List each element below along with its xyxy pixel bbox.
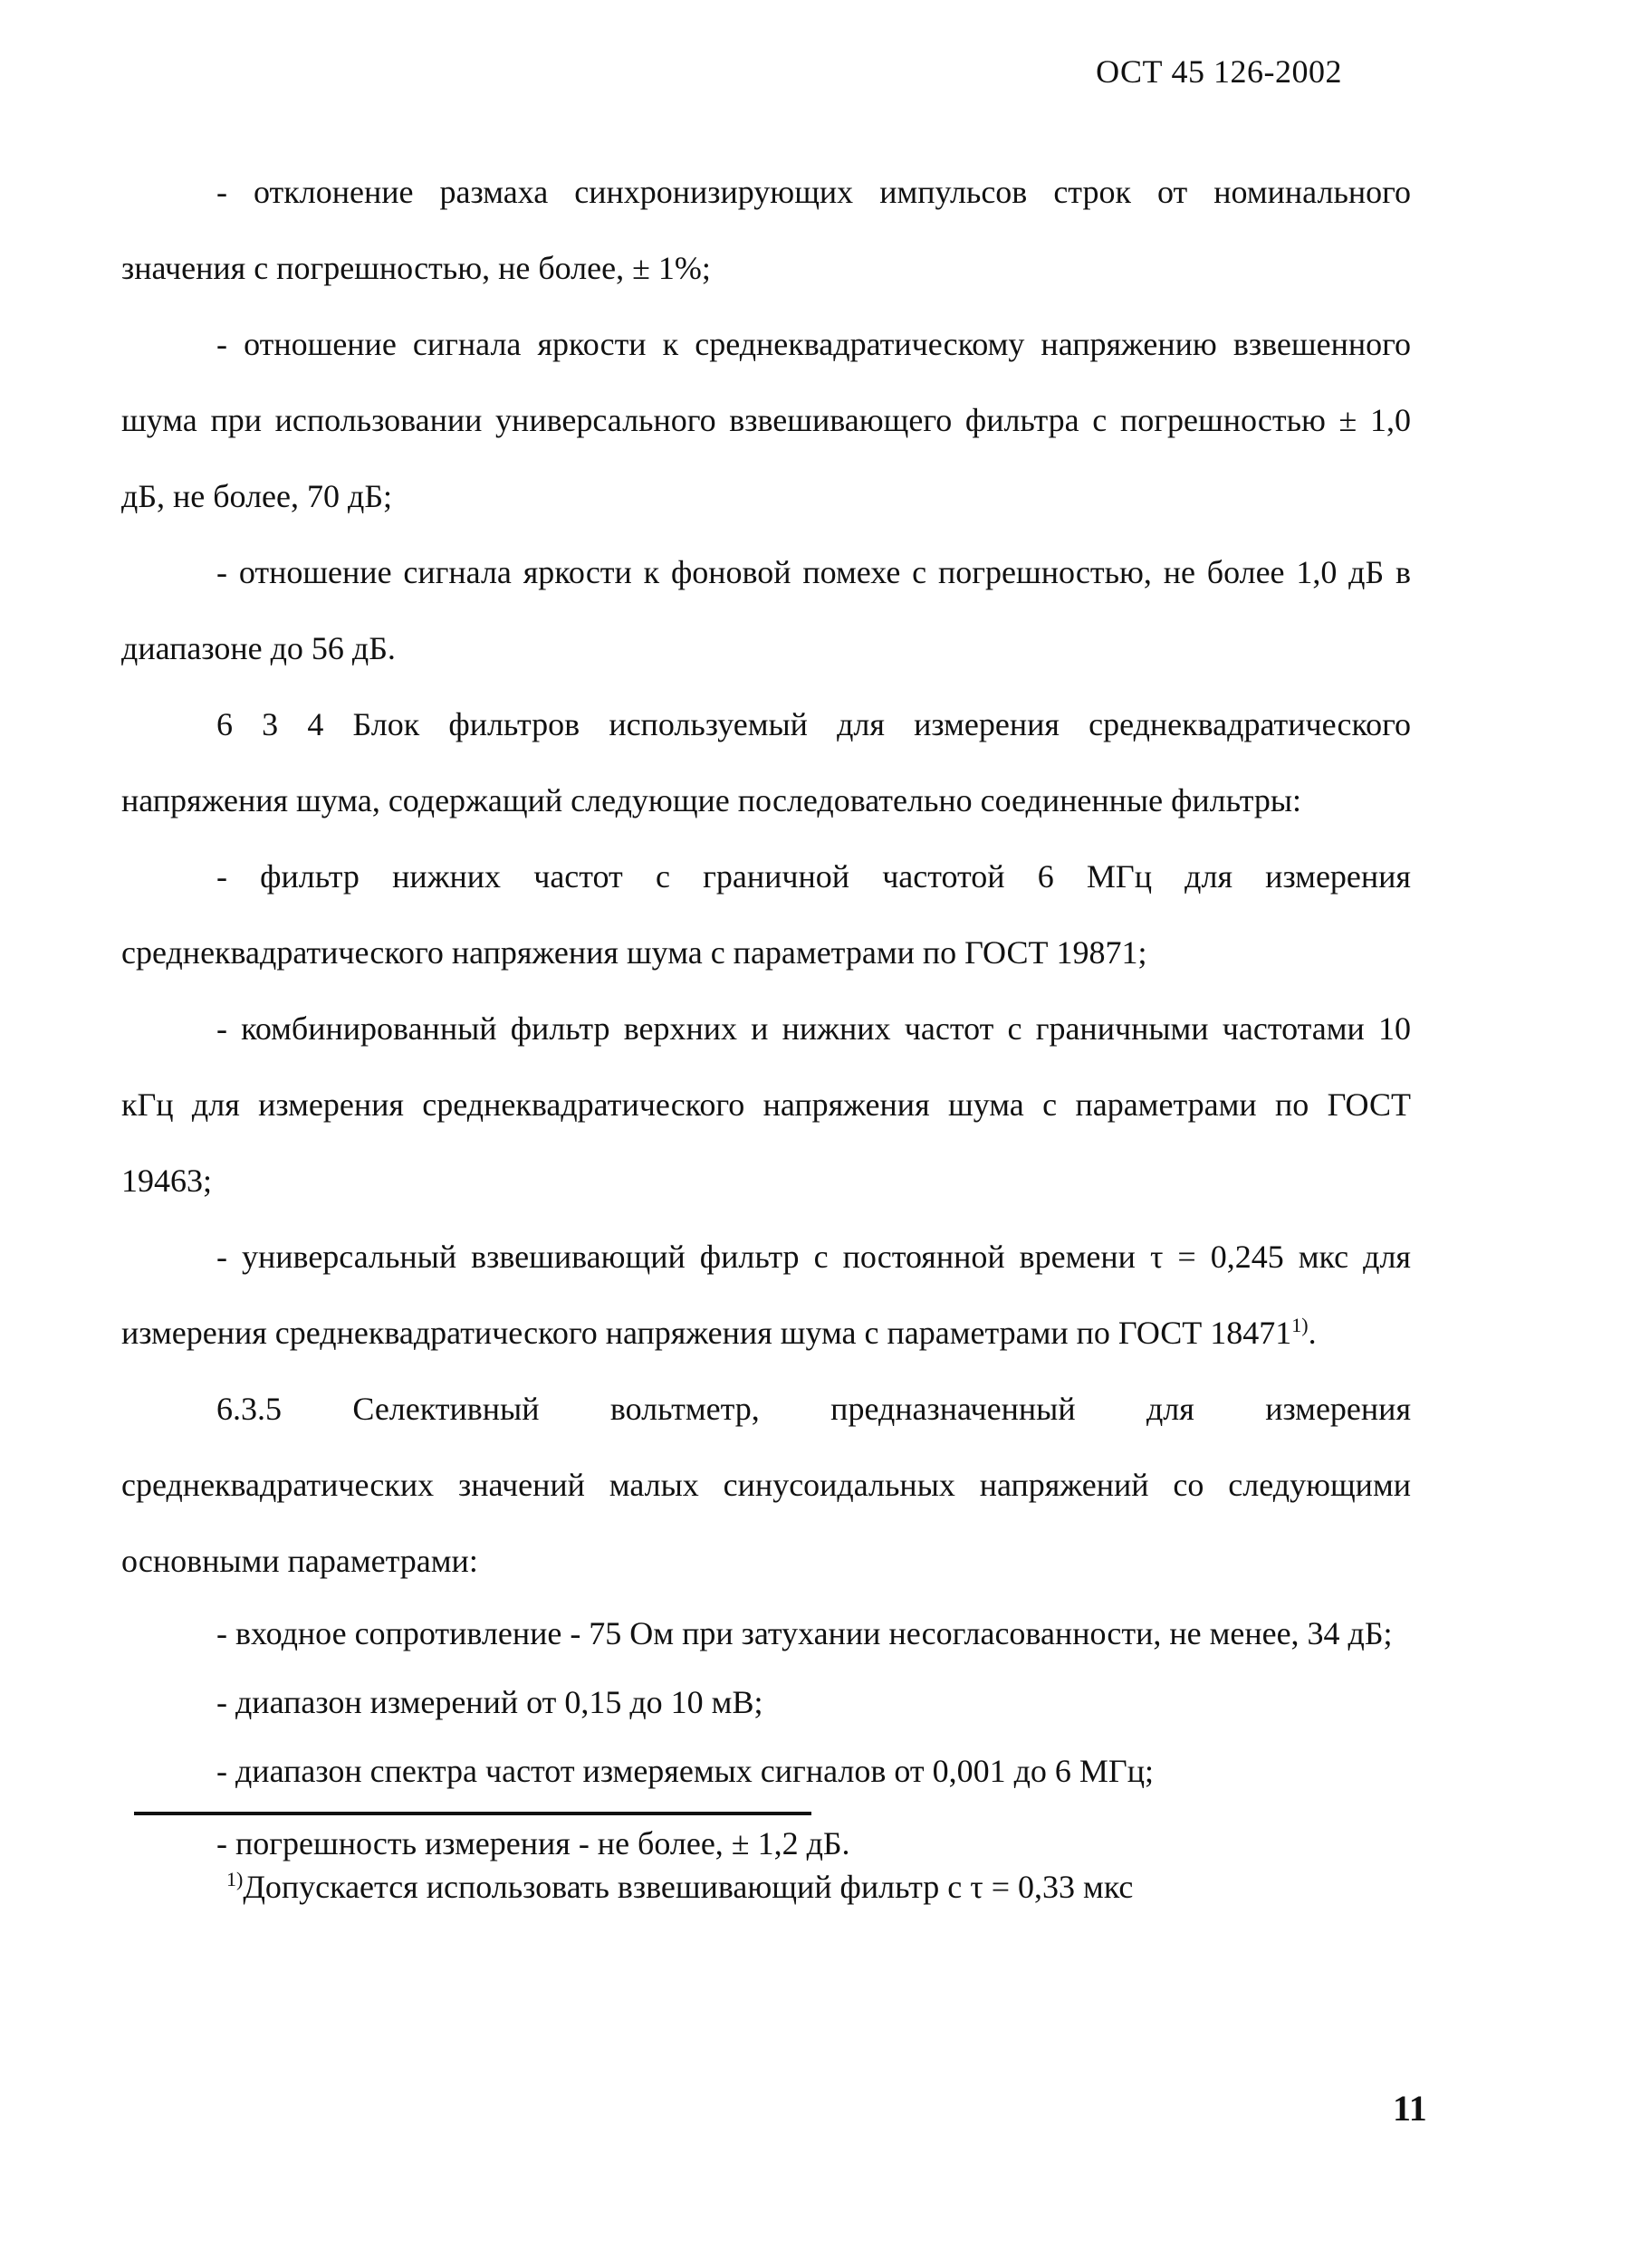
paragraph-weighted-noise-ratio: - отношение сигнала яркости к среднеквадратическому напряжению взвешенного шума при использовании универсального взвешивающего фильтра с погрешностью ± 1,0 дБ, не более, 70 дБ; <box>121 326 1411 514</box>
document-body <box>121 154 1411 1881</box>
footnote-reference: 1) <box>1291 1314 1309 1336</box>
paragraph-frequency-range: - диапазон спектра частот измеряемых сигналов от 0,001 до 6 МГц; <box>216 1753 1154 1789</box>
footnote <box>226 1865 1133 1909</box>
paragraph-6-3-4-filter-block: 6 3 4 Блок фильтров используемый для измерения среднеквадратического напряжения шума, содержащий следующие последовательно соединенные фильтры: <box>121 706 1411 818</box>
footnote-text: Допускается использовать взвешивающий фильтр с τ = 0,33 мкс <box>243 1869 1134 1905</box>
paragraph-input-impedance: - входное сопротивление - 75 Ом при затухании несогласованности, не менее, 34 дБ; <box>216 1615 1393 1651</box>
weighting-filter-end: . <box>1308 1315 1317 1351</box>
paragraph-measurement-range: - диапазон измерений от 0,15 до 10 мВ; <box>216 1684 763 1720</box>
footnote-mark: 1) <box>226 1868 244 1890</box>
page-number: 11 <box>1393 2088 1427 2129</box>
paragraph-6-3-5-selective-voltmeter: 6.3.5 Селективный вольтметр, предназначенный для измерения среднеквадратических значений малых синусоидальных напряжений со следующими основными параметрами: <box>121 1391 1411 1579</box>
document-code: ОСТ 45 126-2002 <box>1096 53 1342 90</box>
paragraph-combined-filter: - комбинированный фильтр верхних и нижних частот с граничными частотами 10 кГц для измерения среднеквадратического напряжения шума с параметрами по ГОСТ 19463; <box>121 1010 1411 1199</box>
footnote-divider <box>134 1812 811 1815</box>
paragraph-weighting-filter <box>121 1219 1411 1371</box>
paragraph-lowpass-filter: - фильтр нижних частот с граничной частотой 6 МГц для измерения среднеквадратического напряжения шума с параметрами по ГОСТ 19871; <box>121 858 1411 971</box>
weighting-filter-text: - универсальный взвешивающий фильтр с постоянной времени τ = 0,245 мкс для измерения среднеквадратического напряжения шума с параметрами по ГОСТ 18471 <box>121 1239 1411 1351</box>
paragraph-background-interference-ratio: - отношение сигнала яркости к фоновой помехе с погрешностью, не более 1,0 дБ в диапазоне до 56 дБ. <box>121 554 1411 666</box>
paragraph-sync-pulse-deviation: - отклонение размаха синхронизирующих импульсов строк от номинального значения с погрешностью, не более, ± 1%; <box>121 174 1411 286</box>
paragraph-measurement-error: - погрешность измерения - не более, ± 1,2 дБ. <box>216 1825 850 1861</box>
